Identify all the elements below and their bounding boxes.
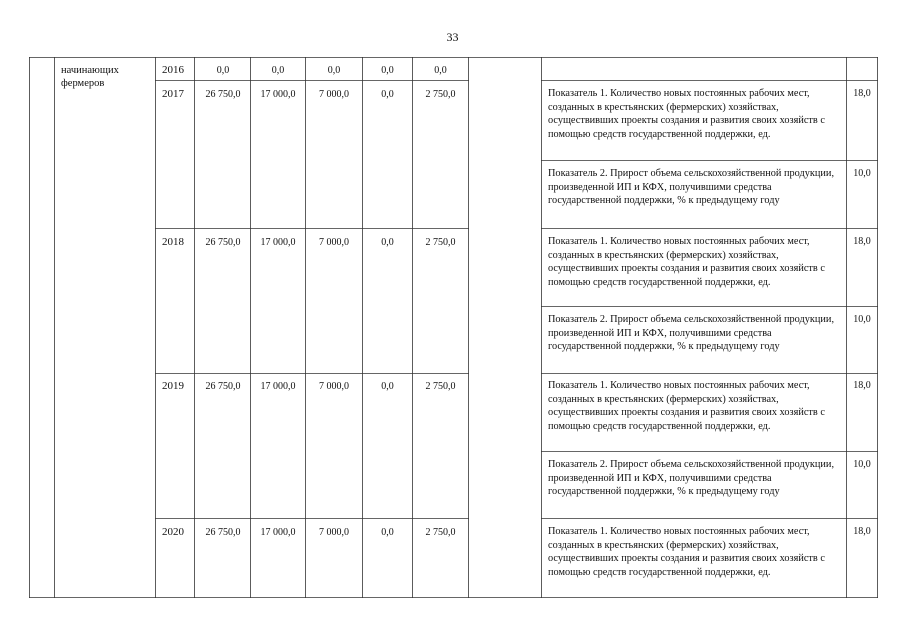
value-cell: 7 000,0 xyxy=(319,237,349,248)
value-cell: 2 750,0 xyxy=(425,237,456,248)
value-cell: 0,0 xyxy=(381,527,394,538)
value-cell: 0,0 xyxy=(381,89,394,100)
indicator-text: Показатель 1. Количество новых постоянных рабочих мест, созданных в крестьянских (фермерских) хозяйствах, осуществивших проекты создания и развития своих хозяйств с помощью средств государственной поддержки, ед. xyxy=(548,236,825,288)
value-cell: 17 000,0 xyxy=(260,89,296,100)
program-name-line-1: начинающих xyxy=(61,65,119,76)
value-cell: 17 000,0 xyxy=(260,237,296,248)
value-cell: 0,0 xyxy=(434,65,447,76)
indicator-value: 18,0 xyxy=(853,380,871,391)
value-cell: 0,0 xyxy=(381,381,394,392)
indicator-text: Показатель 2. Прирост объема сельскохозяйственной продукции, произведенной ИП и КФХ, получившими средства государственной поддержки, % к предыдущему году xyxy=(548,314,835,353)
value-cell: 0,0 xyxy=(381,65,394,76)
indicator-value: 18,0 xyxy=(853,88,871,99)
indicator-value: 18,0 xyxy=(853,236,871,247)
year-cell: 2019 xyxy=(162,380,184,392)
indicator-value: 18,0 xyxy=(853,526,871,537)
value-cell: 7 000,0 xyxy=(319,381,349,392)
value-cell: 17 000,0 xyxy=(260,381,296,392)
value-cell: 2 750,0 xyxy=(425,381,456,392)
indicator-value: 10,0 xyxy=(853,459,871,470)
value-cell: 0,0 xyxy=(271,65,285,76)
program-name-line-2: фермеров xyxy=(61,78,105,89)
value-cell: 0,0 xyxy=(381,237,394,248)
indicator-value: 10,0 xyxy=(853,168,871,179)
year-cell: 2016 xyxy=(162,64,184,76)
value-cell: 26 750,0 xyxy=(205,89,241,100)
indicator-text: Показатель 2. Прирост объема сельскохозяйственной продукции, произведенной ИП и КФХ, получившими средства государственной поддержки, % к предыдущему году xyxy=(548,168,835,207)
indicator-text: Показатель 2. Прирост объема сельскохозяйственной продукции, произведенной ИП и КФХ, получившими средства государственной поддержки, % к предыдущему году xyxy=(548,459,835,498)
value-cell: 0,0 xyxy=(216,65,230,76)
page-number: 33 xyxy=(446,30,459,44)
indicator-value: 10,0 xyxy=(853,314,871,325)
year-cell: 2017 xyxy=(162,88,184,100)
value-cell: 2 750,0 xyxy=(425,527,456,538)
value-cell: 7 000,0 xyxy=(319,89,349,100)
value-cell: 26 750,0 xyxy=(205,527,241,538)
value-cell: 0,0 xyxy=(327,65,341,76)
value-cell: 7 000,0 xyxy=(319,527,349,538)
indicator-text: Показатель 1. Количество новых постоянных рабочих мест, созданных в крестьянских (фермерских) хозяйствах, осуществивших проекты создания и развития своих хозяйств с помощью средств государственной поддержки, ед. xyxy=(548,380,825,432)
value-cell: 2 750,0 xyxy=(425,89,456,100)
year-cell: 2020 xyxy=(162,526,184,538)
indicator-text: Показатель 1. Количество новых постоянных рабочих мест, созданных в крестьянских (фермерских) хозяйствах, осуществивших проекты создания и развития своих хозяйств с помощью средств государственной поддержки, ед. xyxy=(548,88,825,140)
year-cell: 2018 xyxy=(162,236,184,248)
value-cell: 17 000,0 xyxy=(260,527,296,538)
value-cell: 26 750,0 xyxy=(205,381,241,392)
indicator-text: Показатель 1. Количество новых постоянных рабочих мест, созданных в крестьянских (фермерских) хозяйствах, осуществивших проекты создания и развития своих хозяйств с помощью средств государственной поддержки, ед. xyxy=(548,526,825,578)
value-cell: 26 750,0 xyxy=(205,237,241,248)
